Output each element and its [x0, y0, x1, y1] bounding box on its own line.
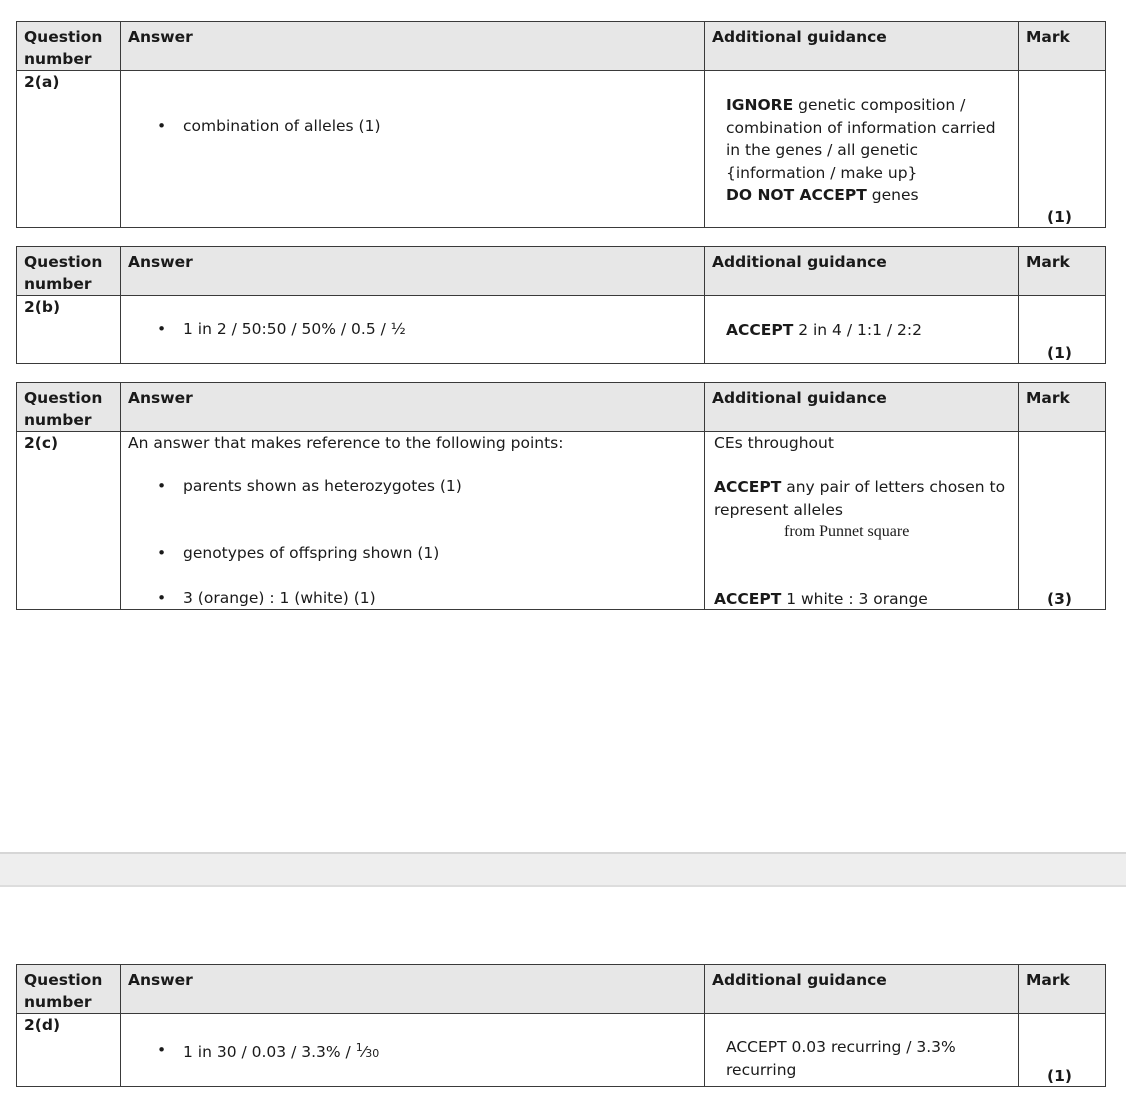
header-question-number: Question number: [17, 247, 121, 296]
mark-scheme-table-2d: [16, 964, 1106, 1087]
mark-cell: (1): [1019, 71, 1106, 228]
header-answer: Answer: [121, 247, 705, 296]
header-question-number: Question number: [17, 965, 121, 1014]
header-mark: Mark: [1019, 22, 1106, 71]
answer-cell: • 1 in 30 / 0.03 / 3.3% / $^1$⁄30: [121, 1014, 705, 1087]
header-mark: Mark: [1019, 965, 1106, 1014]
guidance-text: ACCEPT 2 in 4 / 1:1 / 2:2: [726, 321, 922, 339]
mark-scheme-table-2a: [16, 21, 1106, 228]
guidance-text: IGNORE genetic composition / combination of information carried in the genes / all genetic {information / make up} DO NOT ACCEPT genes: [726, 96, 996, 204]
answer-cell: • 1 in 2 / 50:50 / 50% / 0.5 / ½: [121, 296, 705, 364]
guidance-cell: [705, 296, 1019, 364]
header-additional-guidance: Additional guidance: [705, 383, 1019, 432]
header-question-number: Question number: [17, 22, 121, 71]
question-number-cell: 2(c): [17, 432, 121, 610]
question-number-cell: 2(d): [17, 1014, 121, 1087]
guidance-accept-ratio: ACCEPT 1 white : 3 orange: [714, 590, 928, 608]
mark-cell: (1): [1019, 296, 1106, 364]
mark-cell: (1): [1019, 1014, 1106, 1087]
answer-cell: An answer that makes reference to the following points: • parents shown as heterozygotes (1) • genotypes of offspring shown (1) • 3 (orange) : 1 (white) (1): [121, 432, 705, 610]
mark-scheme-table-2b: [16, 246, 1106, 364]
mark-scheme-table-2c: [16, 382, 1106, 610]
header-additional-guidance: Additional guidance: [705, 22, 1019, 71]
mark-cell: (3): [1019, 432, 1106, 610]
answer-cell: • combination of alleles (1): [121, 71, 705, 228]
guidance-text: ACCEPT 0.03 recurring / 3.3% recurring: [726, 1038, 956, 1079]
header-answer: Answer: [121, 383, 705, 432]
header-additional-guidance: Additional guidance: [705, 247, 1019, 296]
guidance-accept-letters: ACCEPT any pair of letters chosen to represent alleles: [714, 478, 1006, 519]
question-number-cell: 2(a): [17, 71, 121, 228]
fraction-numerator: 1: [355, 1041, 363, 1054]
guidance-punnet: from Punnet square: [784, 523, 910, 540]
guidance-ces: CEs throughout: [714, 434, 834, 452]
guidance-cell: [705, 432, 1019, 610]
fraction-denominator: 30: [365, 1047, 380, 1061]
guidance-cell: [705, 71, 1019, 228]
answer-intro: An answer that makes reference to the following points:: [128, 434, 564, 452]
page-break-divider: [0, 852, 1126, 887]
header-answer: Answer: [121, 965, 705, 1014]
header-answer: Answer: [121, 22, 705, 71]
header-question-number: Question number: [17, 383, 121, 432]
header-mark: Mark: [1019, 383, 1106, 432]
header-additional-guidance: Additional guidance: [705, 965, 1019, 1014]
question-number-cell: 2(b): [17, 296, 121, 364]
guidance-cell: [705, 1014, 1019, 1087]
header-mark: Mark: [1019, 247, 1106, 296]
